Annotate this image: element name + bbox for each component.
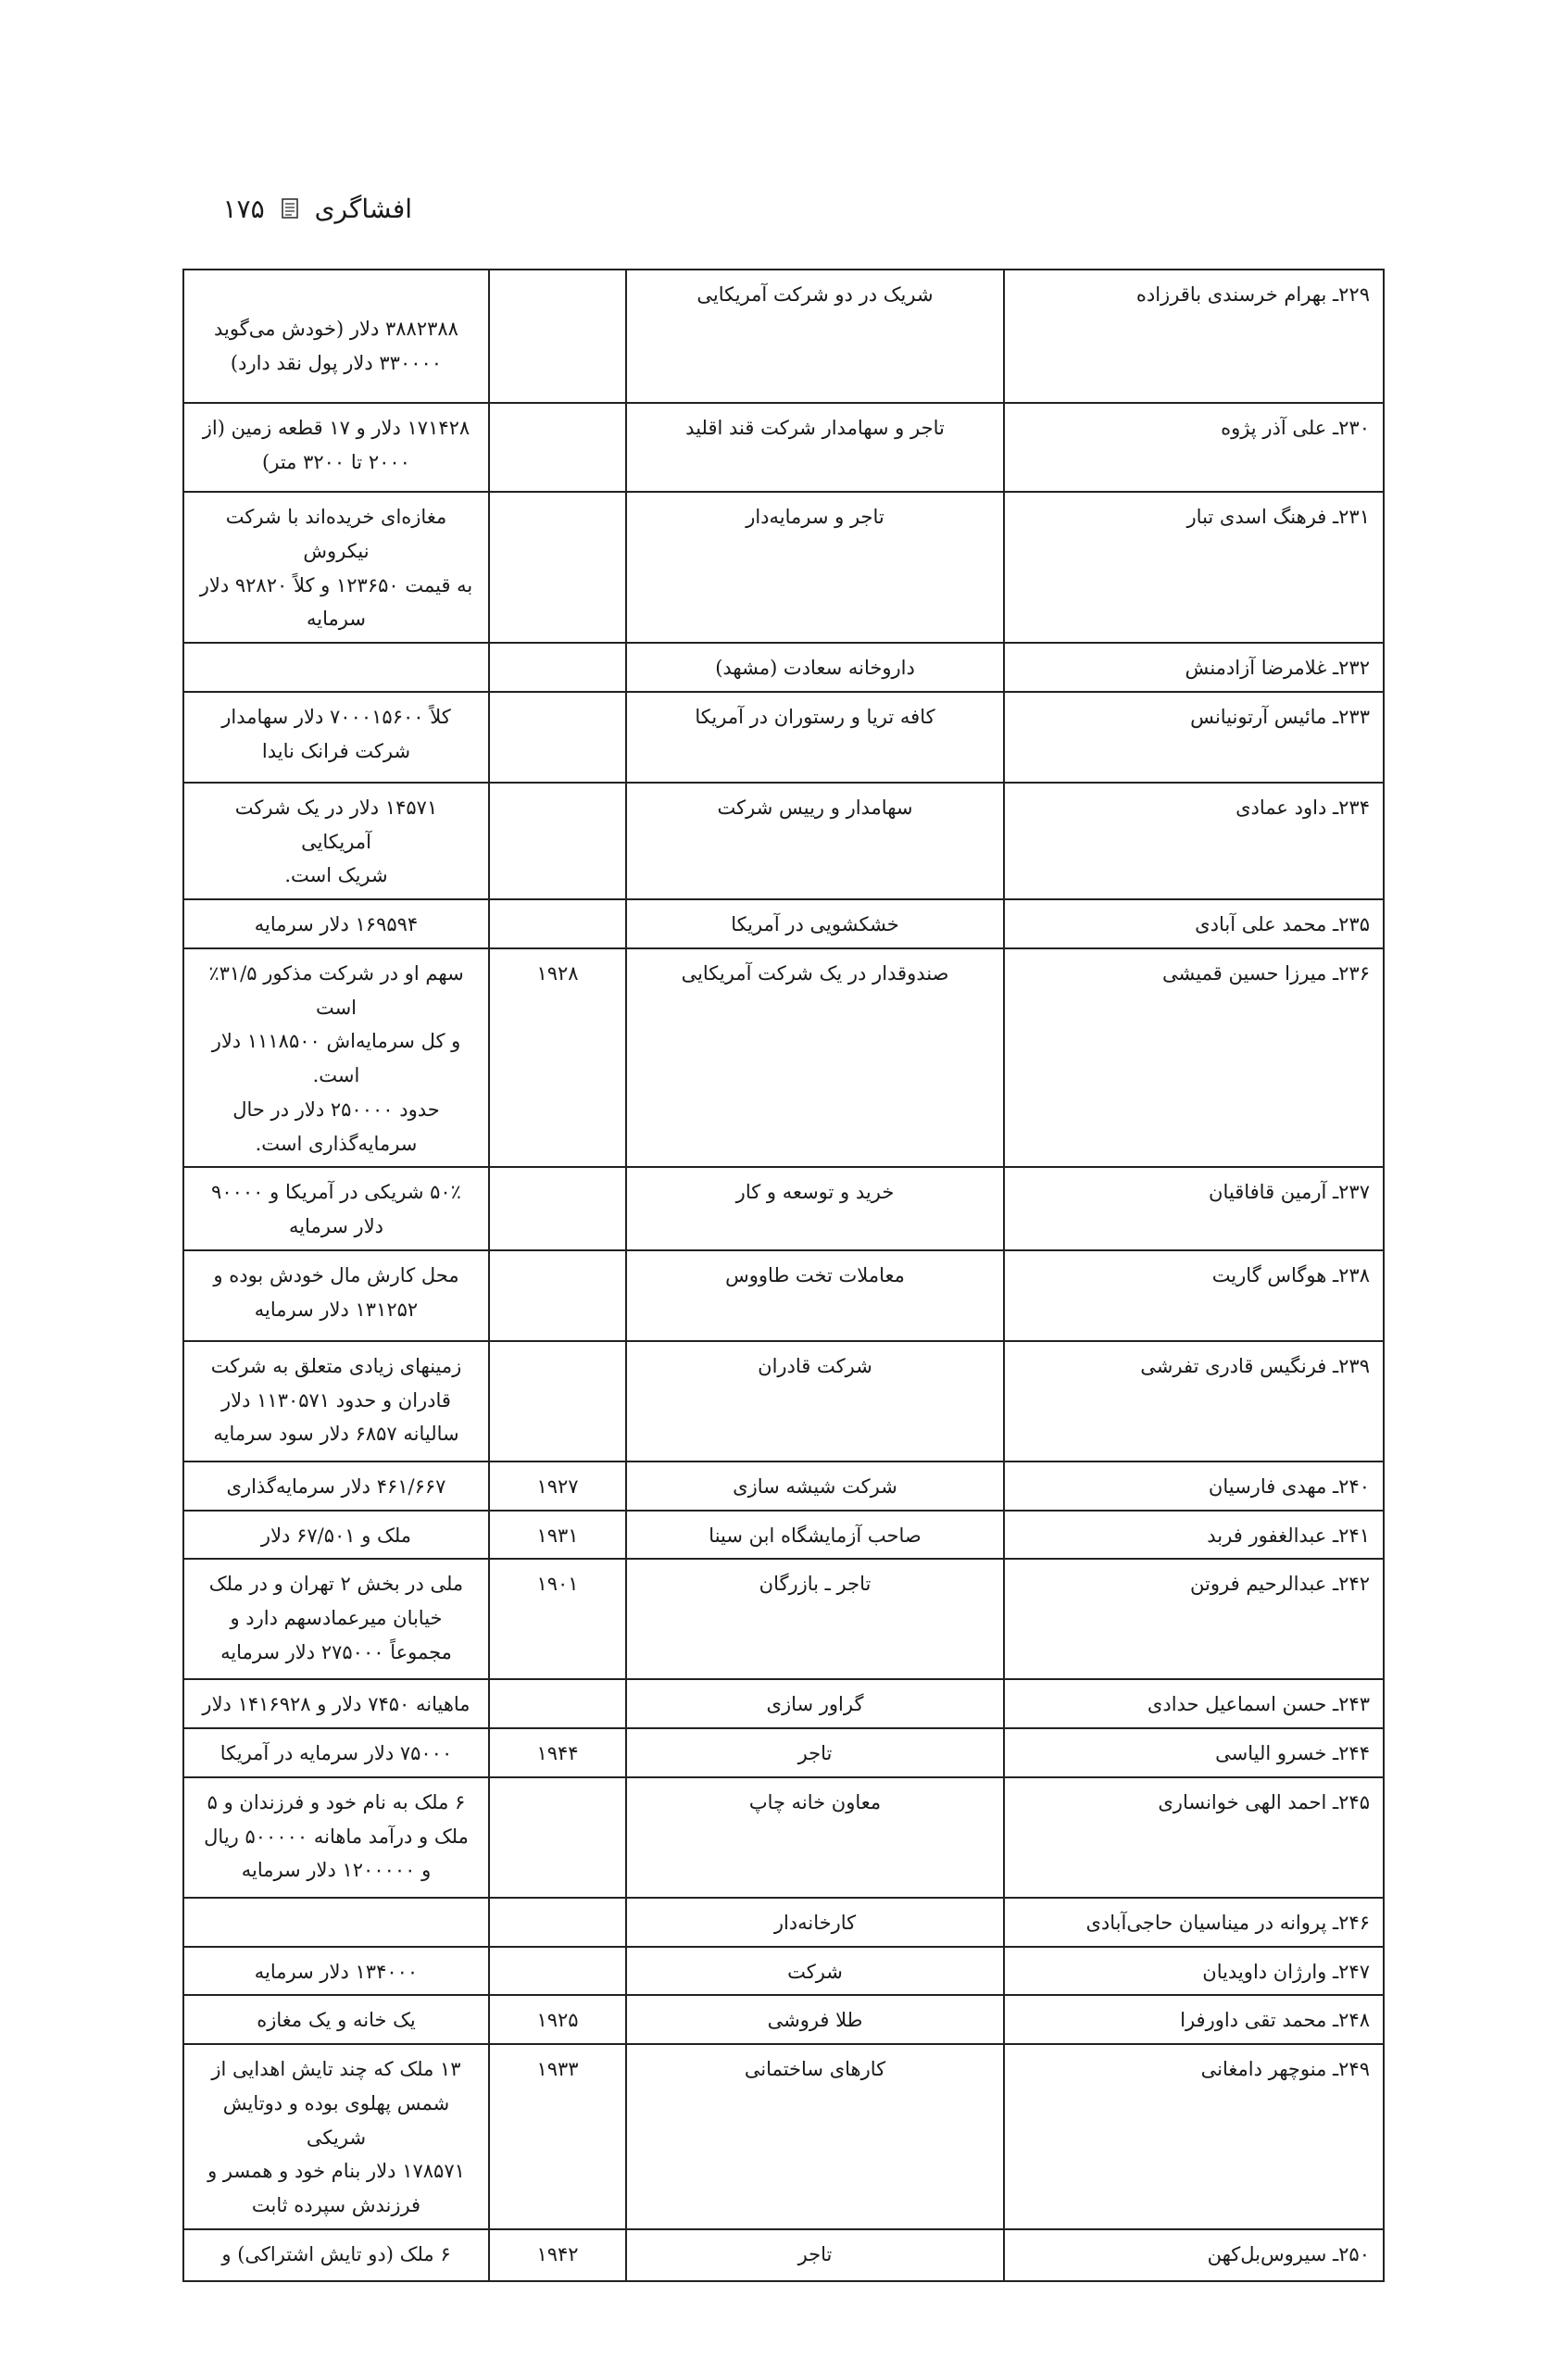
occupation-cell: شریک در دو شرکت آمریکایی [626,270,1004,403]
table-row [183,1947,1384,1996]
occupation-cell: کارهای ساختمانی [626,2044,1004,2229]
name-cell: ۲۴۱ـ عبدالغفور فربد [1004,1511,1384,1560]
name-cell: ۲۳۲ـ غلامرضا آزادمنش [1004,643,1384,692]
occupation-cell: شرکت قادران [626,1341,1004,1461]
occupation-cell: طلا فروشی [626,1995,1004,2044]
table-row [183,692,1384,783]
year-cell [489,270,626,403]
occupation-cell: معاون خانه چاپ [626,1777,1004,1898]
wealth-cell: مغازه‌ای خریده‌اند با شرکت نیکروش به قیمت ۱۲۳۶۵۰ و کلاً ۹۲۸۲۰ دلار سرمایه [183,492,489,643]
year-cell: ۱۹۴۲ [489,2229,626,2281]
records-table [182,269,1385,2282]
table-row [183,1461,1384,1511]
name-cell: ۲۴۸ـ محمد تقی داورفرا [1004,1995,1384,2044]
occupation-cell: سهامدار و رییس شرکت [626,783,1004,899]
occupation-cell: تاجر و سرمایه‌دار [626,492,1004,643]
table-row [183,1777,1384,1898]
wealth-cell: یک خانه و یک مغازه [183,1995,489,2044]
wealth-cell: ملک و ۶۷/۵۰۱ دلار [183,1511,489,1560]
year-cell: ۱۹۰۱ [489,1559,626,1679]
table-row [183,1679,1384,1728]
year-cell: ۱۹۴۴ [489,1728,626,1777]
name-cell: ۲۳۱ـ فرهنگ اسدی تبار [1004,492,1384,643]
page-header [171,185,412,232]
table-row [183,2044,1384,2229]
year-cell [489,1167,626,1250]
name-cell: ۲۳۹ـ فرنگیس قادری تفرشی [1004,1341,1384,1461]
name-cell: ۲۳۷ـ آرمین قافاقیان [1004,1167,1384,1250]
wealth-cell: ۱۶۹۵۹۴ دلار سرمایه [183,899,489,948]
wealth-cell: ۷۵۰۰۰ دلار سرمایه در آمریکا [183,1728,489,1777]
year-cell [489,643,626,692]
occupation-cell: خرید و توسعه و کار [626,1167,1004,1250]
year-cell [489,1341,626,1461]
name-cell: ۲۲۹ـ بهرام خرسندی باقرزاده [1004,270,1384,403]
wealth-cell: ۳۸۸۲۳۸۸ دلار (خودش می‌گوید ۳۳۰۰۰۰ دلار پول نقد دارد) [183,270,489,403]
year-cell: ۱۹۲۷ [489,1461,626,1511]
table-row [183,783,1384,899]
table-row [183,643,1384,692]
name-cell: ۲۳۳ـ مائیس آرتونیانس [1004,692,1384,783]
table-row [183,270,1384,403]
name-cell: ۲۳۶ـ میرزا حسین قمیشی [1004,948,1384,1168]
wealth-cell: زمینهای زیادی متعلق به شرکت قادران و حدود ۱۱۳۰۵۷۱ دلار سالیانه ۶۸۵۷ دلار سود سرمایه [183,1341,489,1461]
name-cell: ۲۳۴ـ داود عمادی [1004,783,1384,899]
year-cell: ۱۹۲۵ [489,1995,626,2044]
wealth-cell: ۱۳۴۰۰۰ دلار سرمایه [183,1947,489,1996]
table-row [183,403,1384,492]
occupation-cell: صاحب آزمایشگاه ابن سینا [626,1511,1004,1560]
wealth-cell: سهم او در شرکت مذکور ۳۱/۵٪ است و کل سرمایه‌اش ۱۱۱۸۵۰۰ دلار است. حدود ۲۵۰۰۰۰ دلار در حال سرمایه‌گذاری است. [183,948,489,1168]
wealth-cell: کلاً ۷۰۰۰۱۵۶۰۰ دلار سهامدار شرکت فرانک نایدا [183,692,489,783]
occupation-cell: شرکت [626,1947,1004,1996]
name-cell: ۲۳۸ـ هوگاس گاریت [1004,1250,1384,1341]
year-cell [489,1947,626,1996]
occupation-cell: تاجر و سهامدار شرکت قند اقلید [626,403,1004,492]
name-cell: ۲۴۴ـ خسرو الیاسی [1004,1728,1384,1777]
occupation-cell: صندوقدار در یک شرکت آمریکایی [626,948,1004,1168]
occupation-cell: گراور سازی [626,1679,1004,1728]
page-number: ۱۷۵ [222,193,265,224]
wealth-cell: ۵۰٪ شریکی در آمریکا و ۹۰۰۰۰ دلار سرمایه [183,1167,489,1250]
occupation-cell: کارخانه‌دار [626,1898,1004,1947]
year-cell [489,899,626,948]
table-row [183,1898,1384,1947]
wealth-cell: ۱۴۵۷۱ دلار در یک شرکت آمریکایی شریک است. [183,783,489,899]
occupation-cell: معاملات تخت طاووس [626,1250,1004,1341]
occupation-cell: تاجر [626,1728,1004,1777]
wealth-cell [183,1898,489,1947]
name-cell: ۲۴۲ـ عبدالرحیم فروتن [1004,1559,1384,1679]
wealth-cell: ۶ ملک به نام خود و فرزندان و ۵ ملک و درآمد ماهانه ۵۰۰۰۰۰ ریال و ۱۲۰۰۰۰۰ دلار سرمایه [183,1777,489,1898]
name-cell: ۲۵۰ـ سیروس‌بل‌کهن [1004,2229,1384,2281]
wealth-cell: ۱۷۱۴۲۸ دلار و ۱۷ قطعه زمین (از ۲۰۰۰ تا ۳۲۰۰ متر) [183,403,489,492]
name-cell: ۲۳۰ـ علی آذر پژوه [1004,403,1384,492]
table-row [183,2229,1384,2281]
year-cell: ۱۹۳۳ [489,2044,626,2229]
occupation-cell: خشکشویی در آمریکا [626,899,1004,948]
table-row [183,1511,1384,1560]
table-row [183,1995,1384,2044]
table-row [183,899,1384,948]
occupation-cell: شرکت شیشه سازی [626,1461,1004,1511]
name-cell: ۲۴۵ـ احمد الهی خوانساری [1004,1777,1384,1898]
year-cell: ۱۹۲۸ [489,948,626,1168]
table-row [183,1341,1384,1461]
name-cell: ۲۳۵ـ محمد علی آبادی [1004,899,1384,948]
year-cell [489,1898,626,1947]
occupation-cell: تاجر ـ بازرگان [626,1559,1004,1679]
name-cell: ۲۴۰ـ مهدی فارسیان [1004,1461,1384,1511]
year-cell [489,492,626,643]
name-cell: ۲۴۹ـ منوچهر دامغانی [1004,2044,1384,2229]
document-icon [282,198,298,219]
name-cell: ۲۴۷ـ وارژان داویدیان [1004,1947,1384,1996]
wealth-cell: ۴۶۱/۶۶۷ دلار سرمایه‌گذاری [183,1461,489,1511]
wealth-cell: ماهیانه ۷۴۵۰ دلار و ۱۴۱۶۹۲۸ دلار [183,1679,489,1728]
table-row [183,1167,1384,1250]
table-row [183,1250,1384,1341]
table-row [183,948,1384,1168]
year-cell [489,1250,626,1341]
wealth-cell: ۶ ملک (دو تایش اشتراکی) و [183,2229,489,2281]
year-cell [489,403,626,492]
year-cell [489,1777,626,1898]
occupation-cell: کافه تریا و رستوران در آمریکا [626,692,1004,783]
wealth-cell [183,643,489,692]
year-cell [489,783,626,899]
wealth-cell: ملی در بخش ۲ تهران و در ملک خیابان میرعمادسهم دارد و مجموعاً ۲۷۵۰۰۰ دلار سرمایه [183,1559,489,1679]
occupation-cell: داروخانه سعادت (مشهد) [626,643,1004,692]
year-cell: ۱۹۳۱ [489,1511,626,1560]
running-title: افشاگری [314,193,412,224]
occupation-cell: تاجر [626,2229,1004,2281]
table-row [183,1559,1384,1679]
wealth-cell: محل کارش مال خودش بوده و ۱۳۱۲۵۲ دلار سرمایه [183,1250,489,1341]
table-row [183,1728,1384,1777]
table-row [183,492,1384,643]
year-cell [489,692,626,783]
name-cell: ۲۴۶ـ پروانه در میناسیان حاجی‌آبادی [1004,1898,1384,1947]
wealth-cell: ۱۳ ملک که چند تایش اهدایی از شمس پهلوی بوده و دوتایش شریکی ۱۷۸۵۷۱ دلار بنام خود و همسر و فرزندش سپرده ثابت [183,2044,489,2229]
name-cell: ۲۴۳ـ حسن اسماعیل حدادی [1004,1679,1384,1728]
year-cell [489,1679,626,1728]
